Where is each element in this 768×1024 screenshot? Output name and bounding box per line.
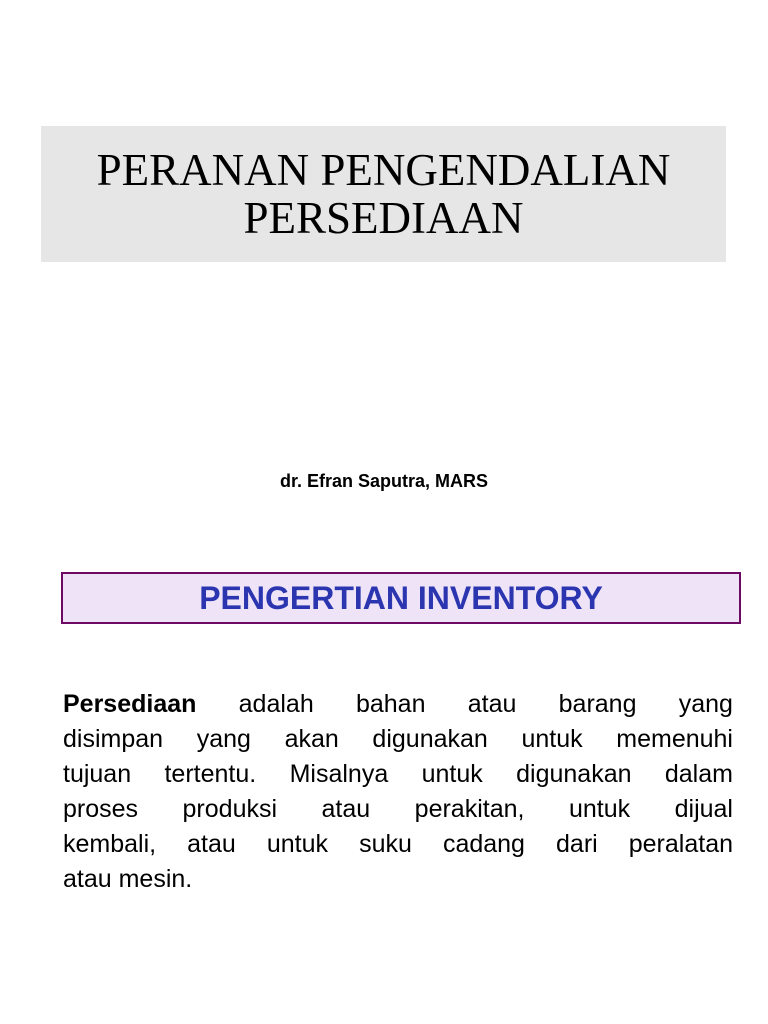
- section-header-box: [61, 572, 741, 624]
- word: akan: [284, 725, 339, 753]
- word: yang: [678, 690, 733, 718]
- section-title: PENGERTIAN INVENTORY: [199, 580, 603, 616]
- word: Misalnya: [289, 760, 389, 788]
- word: disimpan: [63, 725, 164, 753]
- word: peralatan: [628, 830, 733, 858]
- word: barang: [558, 690, 637, 718]
- paragraph-line-4: [63, 792, 733, 827]
- word: memenuhi: [616, 725, 733, 753]
- paragraph-line-1: [63, 687, 733, 722]
- word: tujuan: [63, 760, 132, 788]
- definition-paragraph: [63, 687, 733, 897]
- word: produksi: [182, 795, 278, 823]
- word: atau: [467, 690, 517, 718]
- paragraph-line-5: [63, 827, 733, 862]
- word: kembali,: [63, 830, 157, 858]
- word: yang: [196, 725, 251, 753]
- word: digunakan: [372, 725, 488, 753]
- term-persediaan: Persediaan: [63, 690, 197, 718]
- word: untuk: [521, 725, 583, 753]
- paragraph-line-3: [63, 757, 733, 792]
- word: adalah: [238, 690, 314, 718]
- word: tertentu.: [164, 760, 257, 788]
- word: untuk: [568, 795, 631, 823]
- word: suku: [359, 830, 412, 858]
- word: bahan: [355, 690, 426, 718]
- word: proses: [63, 795, 139, 823]
- title-line-1: PERANAN PENGENDALIAN: [96, 145, 671, 195]
- word: perakitan,: [414, 795, 525, 823]
- paragraph-line-2: [63, 722, 733, 757]
- word: cadang: [442, 830, 525, 858]
- word: dalam: [664, 760, 733, 788]
- word: atau: [321, 795, 371, 823]
- title-banner: [41, 126, 726, 262]
- word: untuk: [421, 760, 483, 788]
- paragraph-line-6: atau mesin.: [63, 865, 193, 893]
- word: dari: [556, 830, 598, 858]
- word: untuk: [266, 830, 329, 858]
- word: dijual: [674, 795, 733, 823]
- word: atau: [187, 830, 236, 858]
- author-name: dr. Efran Saputra, MARS: [279, 471, 489, 491]
- title-line-2: PERSEDIAAN: [243, 193, 524, 243]
- word: digunakan: [516, 760, 632, 788]
